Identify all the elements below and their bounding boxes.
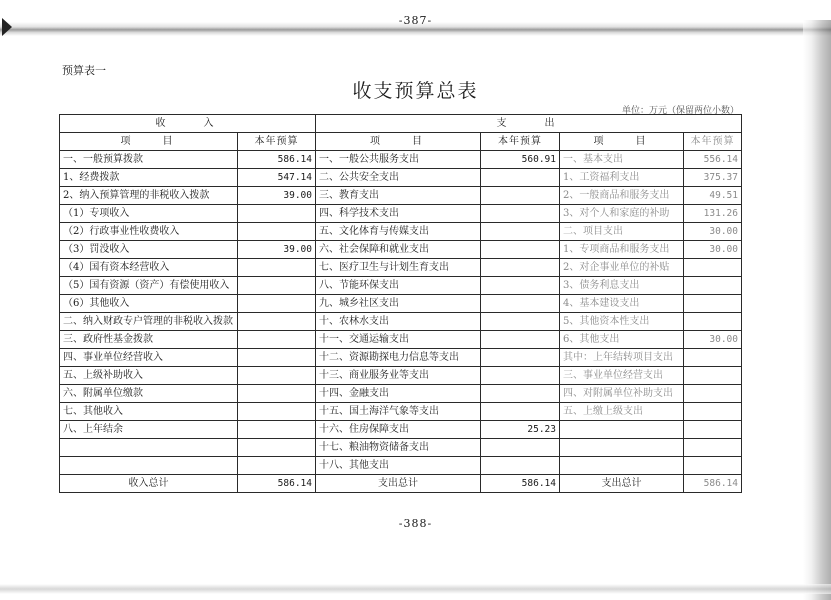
expense-item: 十五、国土海洋气象等支出 xyxy=(316,403,481,421)
expense2-value xyxy=(684,367,742,385)
expense-total-label: 支出总计 xyxy=(316,475,481,493)
expense2-value: 131.26 xyxy=(684,205,742,223)
income-budget-header: 本年预算 xyxy=(238,133,316,151)
expense-item: 十一、交通运输支出 xyxy=(316,331,481,349)
table-subheader-row xyxy=(60,133,742,151)
expense-value xyxy=(481,241,560,259)
expense2-item: 2、一般商品和服务支出 xyxy=(560,187,684,205)
table-row xyxy=(60,313,742,331)
expense2-item: 二、项目支出 xyxy=(560,223,684,241)
income-value: 39.00 xyxy=(238,187,316,205)
expense2-item: 四、对附属单位补助支出 xyxy=(560,385,684,403)
expense-header: 支 出 xyxy=(316,115,742,133)
income-item-header: 项 目 xyxy=(60,133,238,151)
expense-value xyxy=(481,439,560,457)
income-item: 二、纳入财政专户管理的非税收入拨款 xyxy=(60,313,238,331)
income-item: 1、经费拨款 xyxy=(60,169,238,187)
expense2-value xyxy=(684,439,742,457)
income-value xyxy=(238,403,316,421)
expense2-value xyxy=(684,403,742,421)
expense2-budget-header: 本年预算 xyxy=(684,133,742,151)
expense2-item: 3、债务利息支出 xyxy=(560,277,684,295)
expense-item: 九、城乡社区支出 xyxy=(316,295,481,313)
expense-budget-header: 本年预算 xyxy=(481,133,560,151)
expense2-item: 3、对个人和家庭的补助 xyxy=(560,205,684,223)
table-header-row xyxy=(60,115,742,133)
expense2-value xyxy=(684,385,742,403)
expense2-item-header: 项 目 xyxy=(560,133,684,151)
income-item: 2、纳入预算管理的非税收入拨款 xyxy=(60,187,238,205)
expense2-item: 4、基本建设支出 xyxy=(560,295,684,313)
expense-value xyxy=(481,169,560,187)
expense-total-value: 586.14 xyxy=(481,475,560,493)
table-row xyxy=(60,295,742,313)
expense-item: 十二、资源勘探电力信息等支出 xyxy=(316,349,481,367)
expense-value xyxy=(481,187,560,205)
table-row xyxy=(60,403,742,421)
expense-value xyxy=(481,367,560,385)
expense2-value: 30.00 xyxy=(684,223,742,241)
expense-value xyxy=(481,277,560,295)
table-row xyxy=(60,259,742,277)
expense-item: 一、一般公共服务支出 xyxy=(316,151,481,169)
expense2-value: 49.51 xyxy=(684,187,742,205)
income-item: 八、上年结余 xyxy=(60,421,238,439)
expense-value xyxy=(481,259,560,277)
expense-value xyxy=(481,313,560,331)
table-row xyxy=(60,205,742,223)
table-row xyxy=(60,331,742,349)
income-value xyxy=(238,367,316,385)
expense-item: 六、社会保障和就业支出 xyxy=(316,241,481,259)
expense-item: 七、医疗卫生与计划生育支出 xyxy=(316,259,481,277)
page-number-bottom: -388- xyxy=(398,517,433,530)
expense-item: 十六、住房保障支出 xyxy=(316,421,481,439)
income-value xyxy=(238,349,316,367)
expense2-item: 三、事业单位经营支出 xyxy=(560,367,684,385)
table-row xyxy=(60,367,742,385)
expense-item: 十四、金融支出 xyxy=(316,385,481,403)
expense2-value xyxy=(684,313,742,331)
expense2-item: 其中：上年结转项目支出 xyxy=(560,349,684,367)
income-item: 五、上级补助收入 xyxy=(60,367,238,385)
income-item: （3）罚没收入 xyxy=(60,241,238,259)
income-value: 39.00 xyxy=(238,241,316,259)
income-value xyxy=(238,457,316,475)
expense2-value: 30.00 xyxy=(684,241,742,259)
expense-value xyxy=(481,457,560,475)
income-total-value: 586.14 xyxy=(238,475,316,493)
expense-item: 十八、其他支出 xyxy=(316,457,481,475)
income-item: 一、一般预算拨款 xyxy=(60,151,238,169)
expense-item: 五、文化体育与传媒支出 xyxy=(316,223,481,241)
table-row xyxy=(60,187,742,205)
income-value xyxy=(238,421,316,439)
page-number-top: -387- xyxy=(398,14,433,27)
expense2-value: 556.14 xyxy=(684,151,742,169)
expense2-item xyxy=(560,457,684,475)
unit-note: 单位：万元（保留两位小数） xyxy=(621,106,739,116)
expense2-total-value: 586.14 xyxy=(684,475,742,493)
totals-row xyxy=(60,475,742,493)
income-item: （2）行政事业性收费收入 xyxy=(60,223,238,241)
income-value xyxy=(238,295,316,313)
income-item: （6）其他收入 xyxy=(60,295,238,313)
expense-value: 560.91 xyxy=(481,151,560,169)
expense2-value: 30.00 xyxy=(684,331,742,349)
budget-summary-table xyxy=(59,114,742,493)
expense2-value: 375.37 xyxy=(684,169,742,187)
expense-item: 四、科学技术支出 xyxy=(316,205,481,223)
expense-item: 十、农林水支出 xyxy=(316,313,481,331)
expense-item-header: 项 目 xyxy=(316,133,481,151)
income-value: 586.14 xyxy=(238,151,316,169)
table-row xyxy=(60,169,742,187)
scan-shadow-bottom xyxy=(0,584,831,594)
table-row xyxy=(60,385,742,403)
income-item: 四、事业单位经营收入 xyxy=(60,349,238,367)
expense-value xyxy=(481,403,560,421)
expense2-value xyxy=(684,259,742,277)
expense2-item: 五、上缴上级支出 xyxy=(560,403,684,421)
table-row xyxy=(60,151,742,169)
income-value xyxy=(238,259,316,277)
expense-item: 八、节能环保支出 xyxy=(316,277,481,295)
expense-item: 十三、商业服务业等支出 xyxy=(316,367,481,385)
expense2-item: 5、其他资本性支出 xyxy=(560,313,684,331)
income-item: （4）国有资本经营收入 xyxy=(60,259,238,277)
income-total-label: 收入总计 xyxy=(60,475,238,493)
income-value xyxy=(238,313,316,331)
expense-value xyxy=(481,223,560,241)
income-value xyxy=(238,223,316,241)
expense2-item: 1、专项商品和服务支出 xyxy=(560,241,684,259)
expense-item: 二、公共安全支出 xyxy=(316,169,481,187)
expense-value xyxy=(481,385,560,403)
expense2-item xyxy=(560,421,684,439)
scan-shadow-right xyxy=(803,20,831,600)
expense2-value xyxy=(684,277,742,295)
income-item: 七、其他收入 xyxy=(60,403,238,421)
expense-value: 25.23 xyxy=(481,421,560,439)
income-item: 三、政府性基金拨款 xyxy=(60,331,238,349)
table-row xyxy=(60,439,742,457)
expense2-item: 1、工资福利支出 xyxy=(560,169,684,187)
income-value xyxy=(238,439,316,457)
income-value xyxy=(238,205,316,223)
expense-value xyxy=(481,331,560,349)
income-value xyxy=(238,385,316,403)
income-item: （5）国有资源（资产）有偿使用收入 xyxy=(60,277,238,295)
page-title: 收支预算总表 xyxy=(352,80,479,102)
table-row xyxy=(60,277,742,295)
expense2-item: 6、其他支出 xyxy=(560,331,684,349)
income-header: 收 入 xyxy=(60,115,316,133)
income-value xyxy=(238,277,316,295)
expense-item: 十七、粮油物资储备支出 xyxy=(316,439,481,457)
table-row xyxy=(60,457,742,475)
expense-value xyxy=(481,205,560,223)
expense2-value xyxy=(684,295,742,313)
table-row xyxy=(60,349,742,367)
income-item: （1）专项收入 xyxy=(60,205,238,223)
income-value: 547.14 xyxy=(238,169,316,187)
table-row xyxy=(60,421,742,439)
expense2-item: 2、对企事业单位的补贴 xyxy=(560,259,684,277)
income-item xyxy=(60,439,238,457)
expense-item: 三、教育支出 xyxy=(316,187,481,205)
expense-value xyxy=(481,295,560,313)
expense2-value xyxy=(684,457,742,475)
income-item: 六、附属单位缴款 xyxy=(60,385,238,403)
income-item xyxy=(60,457,238,475)
expense2-value xyxy=(684,349,742,367)
expense2-total-label: 支出总计 xyxy=(560,475,684,493)
table-label: 预算表一 xyxy=(62,64,106,77)
expense2-item xyxy=(560,439,684,457)
table-row xyxy=(60,241,742,259)
income-value xyxy=(238,331,316,349)
table-row xyxy=(60,223,742,241)
expense2-item: 一、基本支出 xyxy=(560,151,684,169)
expense2-value xyxy=(684,421,742,439)
table-body xyxy=(60,151,742,475)
expense-value xyxy=(481,349,560,367)
